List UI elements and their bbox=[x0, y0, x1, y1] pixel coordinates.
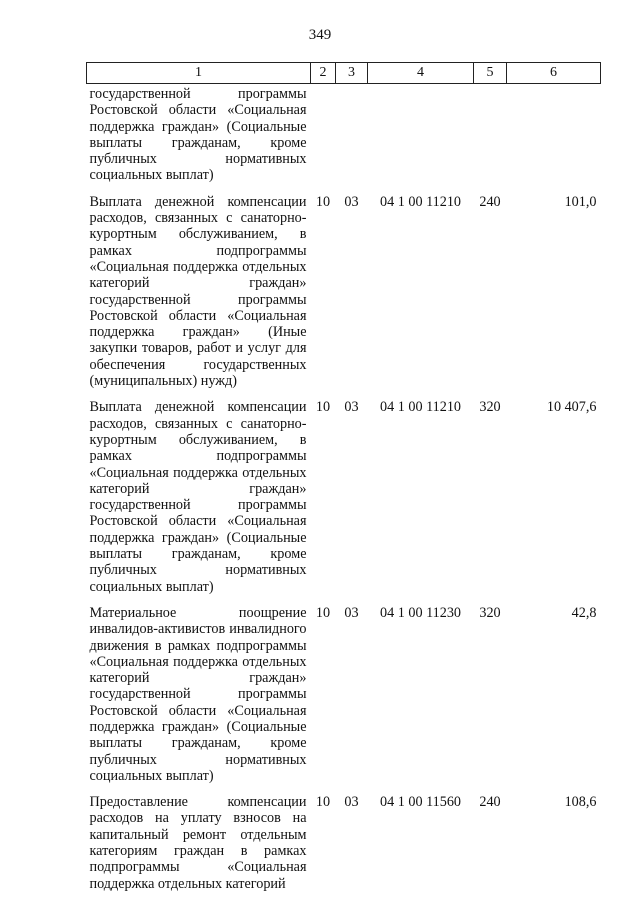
table-row bbox=[87, 194, 601, 400]
row-podrazdel: 03 bbox=[344, 604, 359, 621]
row-description: Материальное поощрение инвалидов-активистов инвалидного движения в рамках подпрограммы «Социальная поддержка отдельных категорий граждан» государственной программы Ростовской области «Социальная поддержка граждан» (Социальные выплаты гражданам, кроме публичных нормативных социальных выплат) bbox=[89, 604, 307, 784]
row-podrazdel: 03 bbox=[344, 794, 359, 811]
row-amount: 10 407,6 bbox=[546, 399, 597, 416]
row-csr: 04 1 00 11230 bbox=[379, 604, 462, 621]
budget-table bbox=[86, 62, 601, 902]
row-csr: 04 1 00 11210 bbox=[379, 399, 462, 416]
row-description: государственной программы Ростовской области «Социальная поддержка граждан» (Социальные выплаты гражданам, кроме публичных нормативных социальных выплат) bbox=[89, 86, 307, 184]
row-description: Предоставление компенсации расходов на уплату взносов на капитальный ремонт отдельным категориям граждан в рамках подпрограммы «Социальная поддержка отдельных категорий bbox=[89, 794, 307, 892]
row-podrazdel: 03 bbox=[344, 193, 359, 210]
row-podrazdel bbox=[336, 84, 368, 194]
row-amount: 108,6 bbox=[564, 794, 597, 811]
row-csr: 04 1 00 11560 bbox=[379, 794, 462, 811]
row-vr: 240 bbox=[479, 794, 501, 811]
header-col-4: 4 bbox=[368, 63, 474, 84]
row-razdel: 10 bbox=[315, 604, 331, 621]
header-col-1: 1 bbox=[87, 63, 311, 84]
row-description: Выплата денежной компенсации расходов, связанных с санаторно-курортным обслуживанием, в рамках подпрограммы «Социальная поддержка отдельных категорий граждан» государственной программы Ростовской области «Социальная поддержка граждан» (Иные закупки товаров, работ и услуг для обеспечения государственных (муниципальных) нужд) bbox=[89, 193, 307, 390]
row-csr: 04 1 00 11210 bbox=[379, 193, 462, 210]
row-vr: 240 bbox=[479, 193, 501, 210]
row-podrazdel: 03 bbox=[344, 399, 359, 416]
header-col-2: 2 bbox=[311, 63, 336, 84]
table-row bbox=[87, 605, 601, 794]
row-razdel: 10 bbox=[315, 794, 331, 811]
table-row bbox=[87, 399, 601, 605]
header-col-5: 5 bbox=[474, 63, 507, 84]
page-number: 349 bbox=[308, 27, 332, 43]
row-vr bbox=[474, 84, 507, 194]
row-razdel: 10 bbox=[315, 399, 331, 416]
header-col-3: 3 bbox=[336, 63, 368, 84]
row-vr: 320 bbox=[479, 604, 501, 621]
row-amount: 42,8 bbox=[571, 604, 597, 621]
row-razdel: 10 bbox=[315, 193, 331, 210]
row-razdel bbox=[311, 84, 336, 194]
row-vr: 320 bbox=[479, 399, 501, 416]
row-amount bbox=[507, 84, 601, 194]
row-amount: 101,0 bbox=[564, 193, 597, 210]
table-header bbox=[87, 63, 601, 84]
table-row bbox=[87, 84, 601, 194]
row-description: Выплата денежной компенсации расходов, связанных с санаторно-курортным обслуживанием, в рамках подпрограммы «Социальная поддержка отдельных категорий граждан» государственной программы Ростовской области «Социальная поддержка граждан» (Социальные выплаты гражданам, кроме публичных нормативных социальных выплат) bbox=[89, 399, 307, 595]
row-csr bbox=[368, 84, 474, 194]
header-col-6: 6 bbox=[507, 63, 601, 84]
table-row bbox=[87, 794, 601, 902]
